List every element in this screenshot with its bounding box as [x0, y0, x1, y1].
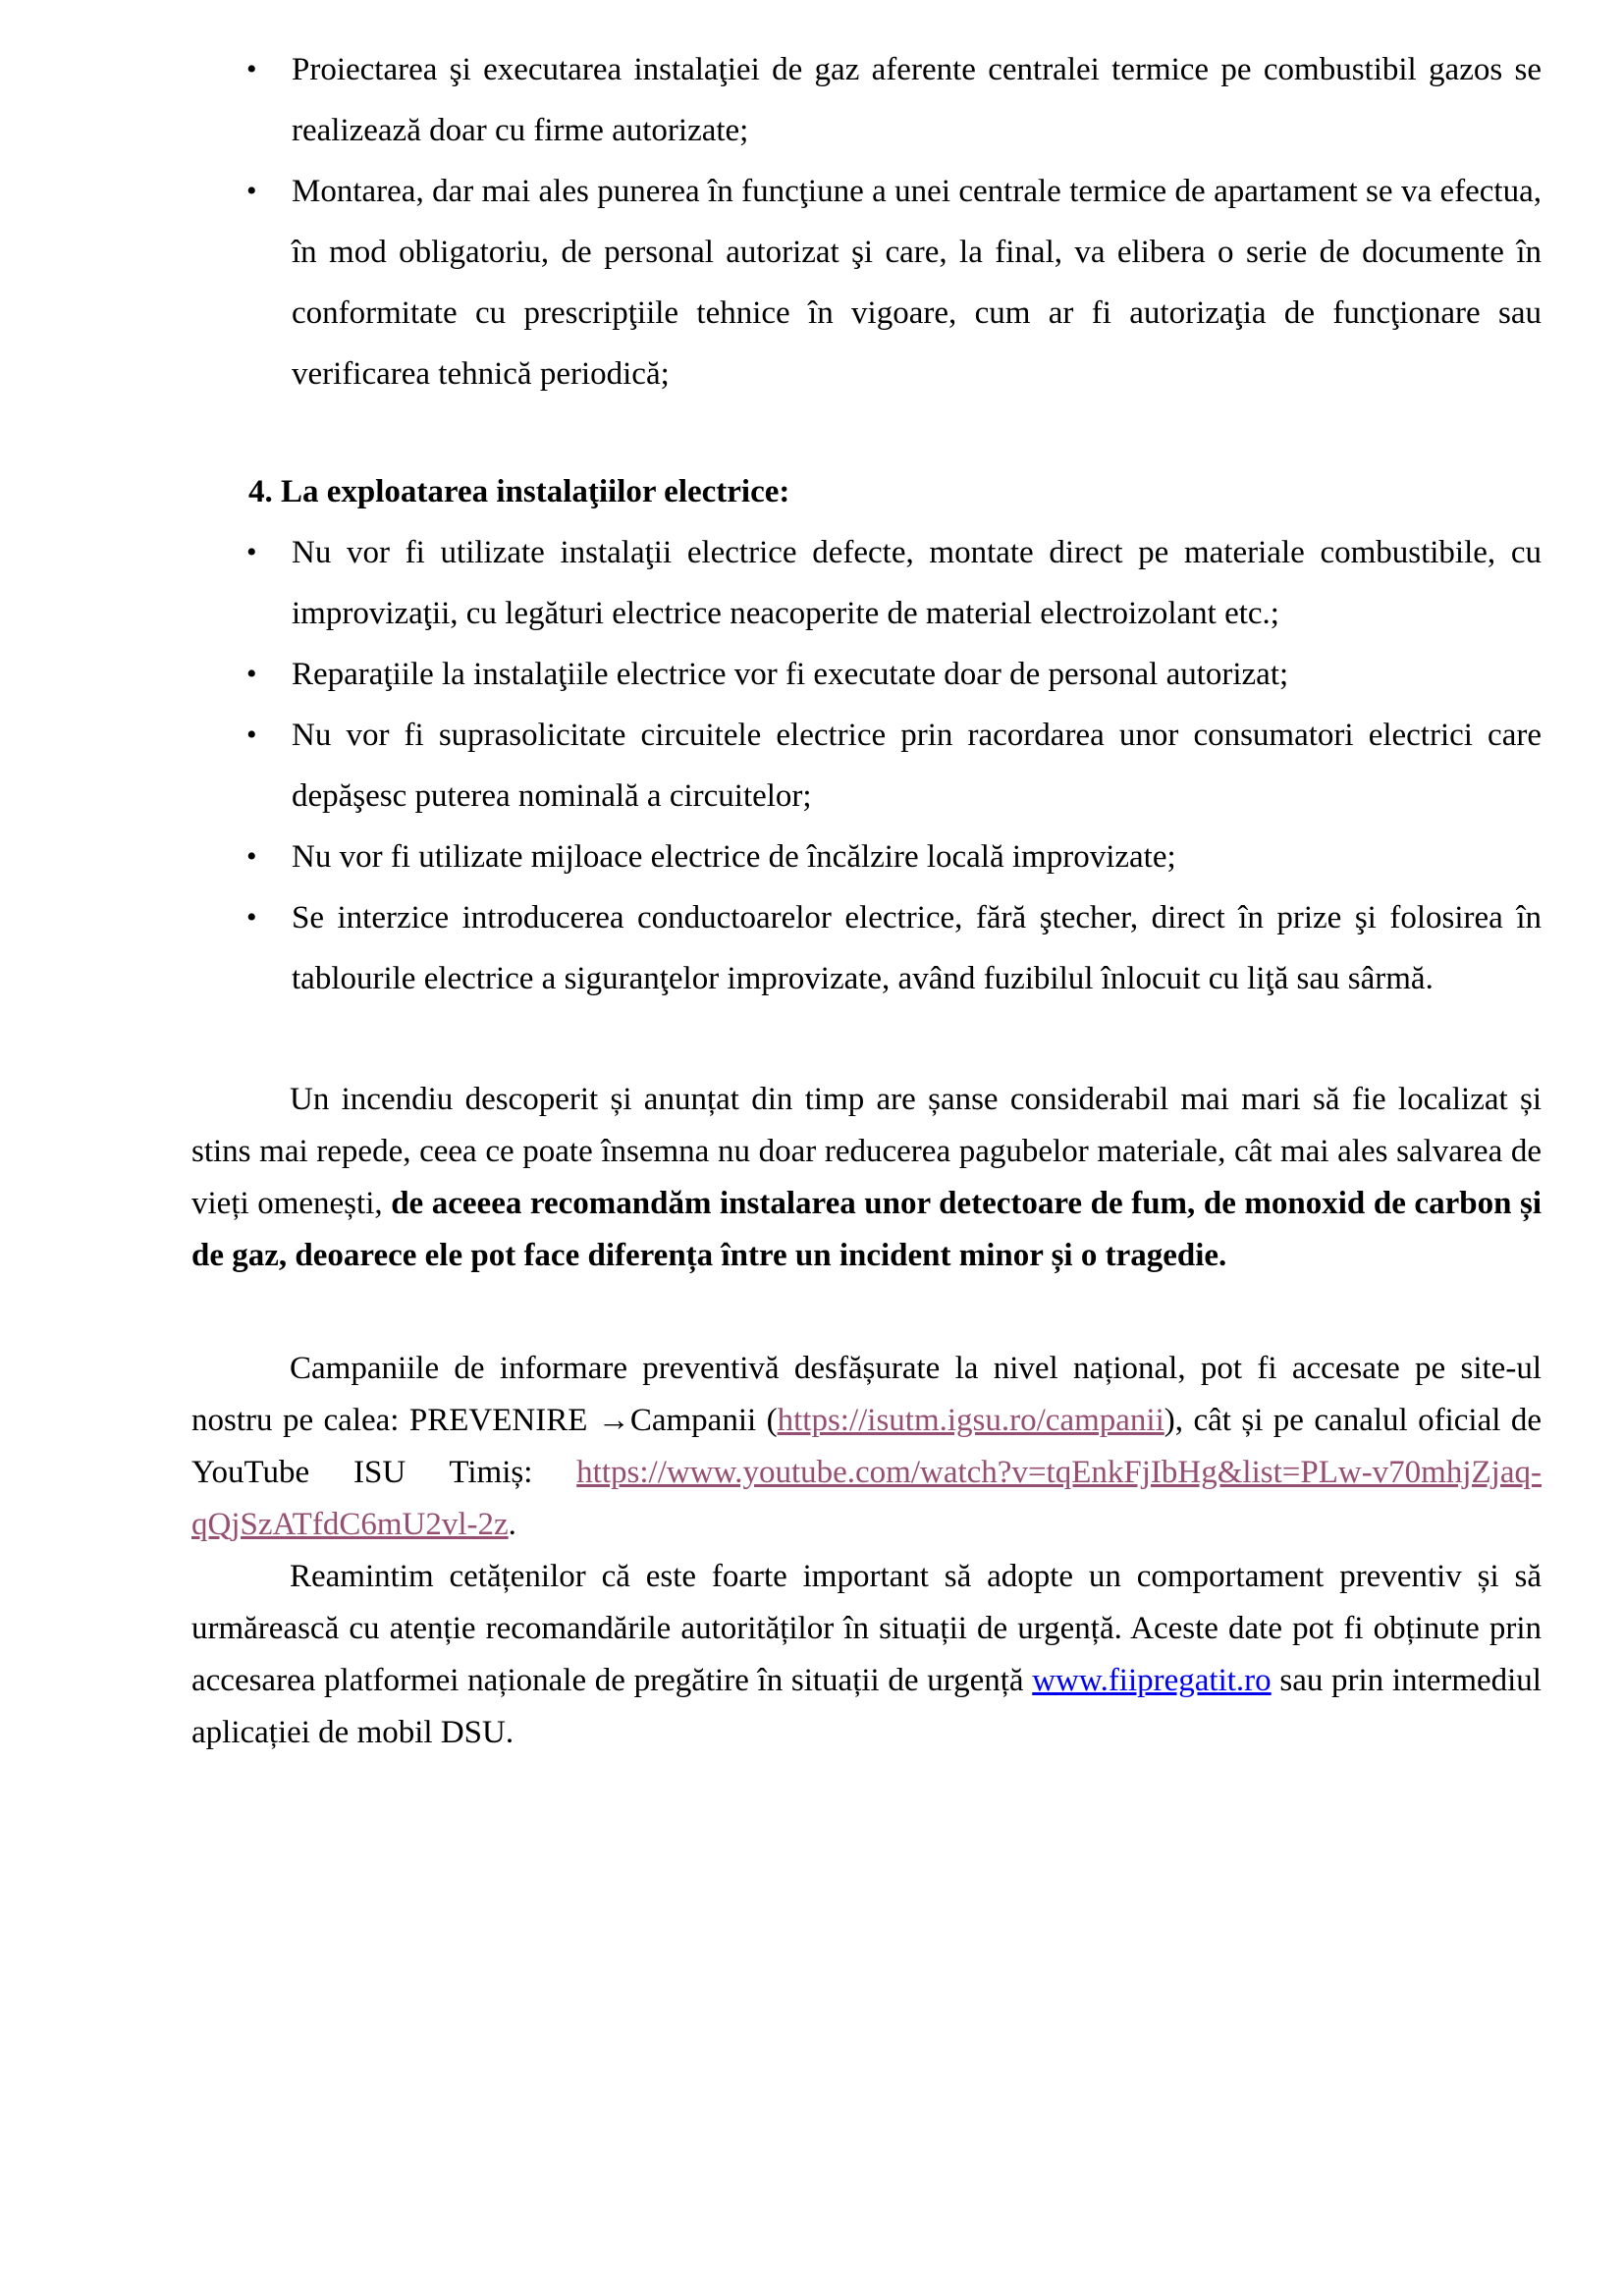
list-item — [246, 644, 1542, 705]
list-item — [246, 161, 1542, 404]
bullet-marker: • — [246, 840, 257, 873]
text-run: Campaniile de informare preventivă desfășurate la nivel național, pot fi accesate pe site-ul nostru pe calea: PREVENIRE →Campanii ( — [191, 1351, 1542, 1438]
paragraph-campaigns — [191, 1343, 1542, 1551]
list-item-text: Reparaţiile la instalaţiile electrice vor fi executate doar de personal autorizat; — [292, 657, 1289, 692]
list-item — [246, 887, 1542, 1009]
bullet-marker: • — [246, 536, 257, 568]
list-item-text: Nu vor fi suprasolicitate circuitele electrice prin racordarea unor consumatori electrici care depăşesc puterea nominală a circuitelor; — [292, 718, 1542, 814]
bullet-marker: • — [246, 658, 257, 690]
text-run: sau prin intermediul aplicației de mobil DSU. — [191, 1663, 1542, 1750]
text-run: Un incendiu descoperit și anunțat din timp are șanse considerabil mai mari să fie localizat și stins mai repede, ceea ce poate însemna nu doar reducerea pagubelor materiale, cât mai ales salvarea de vieți omenești, — [191, 1082, 1542, 1221]
list-item — [246, 522, 1542, 644]
list-item — [246, 39, 1542, 161]
bullet-list-gas-installations — [191, 39, 1542, 404]
list-item-text: Nu vor fi utilizate mijloace electrice de încălzire locală improvizate; — [292, 839, 1176, 875]
bullet-marker: • — [246, 901, 257, 934]
bullet-marker: • — [246, 175, 257, 207]
list-item — [246, 827, 1542, 887]
paragraph-reminder — [191, 1551, 1542, 1759]
list-item-text: Nu vor fi utilizate instalaţii electrice defecte, montate direct pe materiale combustibile, cu improvizaţii, cu legături electrice neacoperite de material electroizolant etc.; — [292, 535, 1542, 631]
list-item-text: Proiectarea şi executarea instalaţiei de gaz aferente centralei termice pe combustibil gazos se realizează doar cu firme autorizate; — [292, 52, 1542, 148]
list-item — [246, 705, 1542, 827]
section-heading: 4. La exploatarea instalaţiilor electrice: — [248, 474, 790, 509]
text-run: . — [508, 1507, 516, 1542]
paragraph-fire-detection — [191, 1074, 1542, 1282]
list-item-text: Montarea, dar mai ales punerea în funcţiune a unei centrale termice de apartament se va efectua, în mod obligatoriu, de personal autorizat şi care, la final, va elibera o serie de documente în conformitate cu prescripţiile tehnice în vigoare, cum ar fi autorizaţia de funcţionare sau verificarea tehnică periodică; — [292, 174, 1542, 392]
bullet-marker: • — [246, 53, 257, 85]
bullet-marker: • — [246, 719, 257, 751]
campanii-link[interactable]: https://isutm.igsu.ro/campanii — [777, 1403, 1164, 1438]
text-run: ), cât și pe canalul oficial de YouTube ISU Timiș: — [191, 1403, 1543, 1490]
text-run: Reamintim cetățenilor că este foarte important să adopte un comportament preventiv și să urmărească cu atenție recomandările autorităților în situații de urgență. Aceste date pot fi obținute prin accesarea platformei naționale de pregătire în situații de urgență — [191, 1559, 1542, 1698]
bullet-list-electrical-installations — [191, 522, 1542, 1009]
list-item-text: Se interzice introducerea conductoarelor electrice, fără ştecher, direct în prize şi folosirea în tablourile electrice a siguranţelor improvizate, având fuzibilul înlocuit cu liţă sau sârmă. — [292, 900, 1542, 996]
youtube-link[interactable]: https://www.youtube.com/watch?v=tqEnkFjIbHg&list=PLw-v70mhjZjaq-qQjSzATfdC6mU2vl-2z — [191, 1455, 1542, 1542]
fiipregatit-link[interactable]: www.fiipregatit.ro — [1032, 1663, 1272, 1698]
text-run: de aceeea recomandăm instalarea unor detectoare de fum, de monoxid de carbon și de gaz, deoarece ele pot face diferența între un incident minor și o tragedie. — [191, 1186, 1542, 1273]
